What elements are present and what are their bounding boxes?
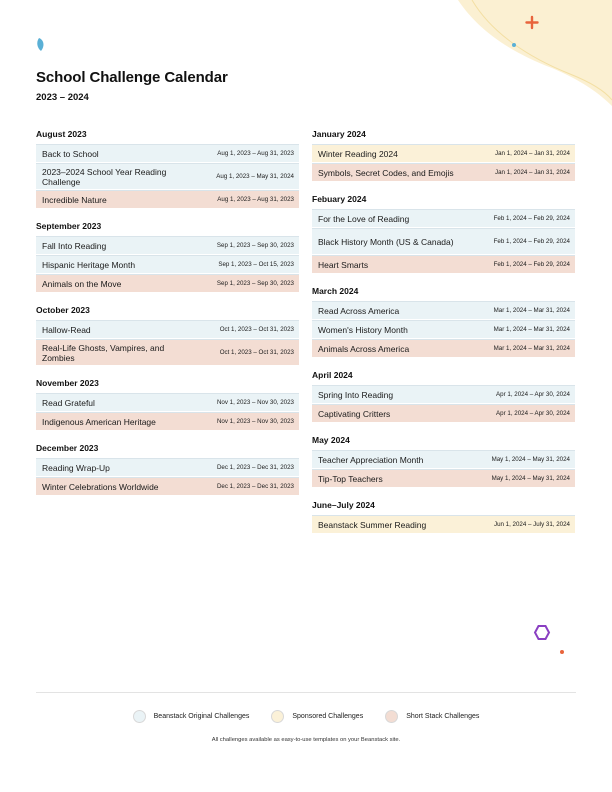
month-section	[312, 189, 575, 274]
challenge-name: Real-Life Ghosts, Vampires, and Zombies	[42, 342, 165, 363]
legend-swatch-sponsored	[271, 710, 284, 723]
challenge-name: Reading Wrap-Up	[42, 462, 110, 473]
month-title: January 2024	[312, 129, 366, 139]
challenge-row	[36, 458, 299, 477]
challenge-name: 2023–2024 School Year Reading Challenge	[42, 166, 167, 187]
corner-arc-line	[472, 0, 612, 100]
challenge-dates: Nov 1, 2023 – Nov 30, 2023	[216, 418, 294, 425]
challenge-dates: Feb 1, 2024 – Feb 29, 2024	[493, 261, 570, 268]
legend-swatch-shortstack	[385, 710, 398, 723]
challenge-row	[36, 393, 299, 412]
hexagon-icon	[535, 626, 549, 639]
challenge-row	[312, 255, 575, 274]
month-title: April 2024	[312, 370, 353, 380]
challenge-dates: Aug 1, 2023 – May 31, 2024	[216, 173, 294, 180]
month-section	[36, 438, 299, 496]
challenge-name: Winter Celebrations Worldwide	[42, 481, 159, 492]
month-section	[312, 124, 575, 182]
legend-label: Beanstack Original Challenges	[153, 713, 250, 720]
month-section	[312, 281, 575, 358]
challenge-dates: Sep 1, 2023 – Oct 15, 2023	[218, 261, 294, 268]
challenge-name: Read Across America	[318, 305, 400, 316]
challenge-name: Spring Into Reading	[318, 389, 394, 400]
month-section	[312, 430, 575, 488]
legend-label: Sponsored Challenges	[292, 713, 364, 720]
challenge-name: Captivating Critters	[318, 408, 391, 419]
challenge-dates: Apr 1, 2024 – Apr 30, 2024	[496, 410, 570, 417]
challenge-dates: Oct 1, 2023 – Oct 31, 2023	[219, 326, 294, 333]
month-title: March 2024	[312, 286, 359, 296]
challenge-dates: May 1, 2024 – May 31, 2024	[491, 475, 570, 482]
legend-swatch-original	[133, 710, 146, 723]
challenge-dates: Feb 1, 2024 – Feb 29, 2024	[493, 215, 570, 222]
challenge-dates: Feb 1, 2024 – Feb 29, 2024	[493, 238, 570, 245]
challenge-dates: Nov 1, 2023 – Nov 30, 2023	[216, 399, 294, 406]
challenge-row	[312, 404, 575, 423]
challenge-dates: Sep 1, 2023 – Sep 30, 2023	[216, 242, 294, 249]
challenge-dates: Dec 1, 2023 – Dec 31, 2023	[216, 483, 294, 490]
challenge-row	[36, 477, 299, 496]
challenge-row	[312, 228, 575, 255]
page-title: School Challenge Calendar	[36, 69, 228, 86]
challenge-dates: Dec 1, 2023 – Dec 31, 2023	[216, 464, 294, 471]
orange-dot-icon	[560, 650, 564, 654]
challenge-dates: Aug 1, 2023 – Aug 31, 2023	[217, 196, 294, 203]
footnote: All challenges available as easy-to-use templates on your Beanstack site.	[211, 737, 401, 743]
challenge-row	[312, 469, 575, 488]
challenge-name: Black History Month (US & Canada)	[318, 236, 454, 247]
challenge-row	[312, 450, 575, 469]
month-title: Febuary 2024	[312, 194, 367, 204]
page-subtitle: 2023 – 2024	[36, 92, 89, 103]
challenge-dates: Mar 1, 2024 – Mar 31, 2024	[493, 326, 570, 333]
challenge-row	[36, 412, 299, 431]
challenge-name: Incredible Nature	[42, 194, 107, 205]
challenge-row	[36, 255, 299, 274]
challenge-name: Hallow-Read	[42, 324, 91, 335]
challenge-name: Back to School	[42, 148, 99, 159]
month-section	[312, 365, 575, 423]
challenge-row	[36, 163, 299, 190]
corner-blob-shape	[458, 0, 612, 106]
legend-item-shortstack	[385, 710, 479, 723]
challenge-dates: Mar 1, 2024 – Mar 31, 2024	[493, 345, 570, 352]
page-header	[36, 69, 228, 103]
month-section	[312, 495, 575, 534]
challenge-row	[36, 320, 299, 339]
challenge-name: Women's History Month	[318, 324, 408, 335]
challenge-row	[36, 339, 299, 366]
challenge-row	[312, 301, 575, 320]
challenge-row	[312, 515, 575, 534]
challenge-dates: Jun 1, 2024 – July 31, 2024	[493, 521, 570, 528]
challenge-row	[312, 163, 575, 182]
challenge-row	[36, 144, 299, 163]
month-title: October 2023	[36, 305, 90, 315]
month-title: May 2024	[312, 435, 350, 445]
challenge-row	[312, 144, 575, 163]
challenge-dates: Jan 1, 2024 – Jan 31, 2024	[495, 169, 570, 176]
challenge-name: Heart Smarts	[318, 259, 369, 270]
challenge-name: Read Grateful	[42, 397, 95, 408]
challenge-name: Symbols, Secret Codes, and Emojis	[318, 167, 454, 178]
challenge-row	[312, 339, 575, 358]
legend	[0, 710, 612, 723]
month-section	[36, 124, 299, 209]
challenge-dates: Mar 1, 2024 – Mar 31, 2024	[493, 307, 570, 314]
challenge-row	[36, 274, 299, 293]
blue-dot-icon	[512, 43, 516, 47]
month-title: September 2023	[36, 221, 102, 231]
challenge-name: Fall Into Reading	[42, 240, 107, 251]
challenge-dates: May 1, 2024 – May 31, 2024	[491, 456, 570, 463]
challenge-name: Animals on the Move	[42, 278, 122, 289]
month-section	[36, 300, 299, 366]
left-column	[36, 124, 299, 503]
challenge-name: Animals Across America	[318, 343, 410, 354]
month-title: August 2023	[36, 129, 87, 139]
challenge-dates: Oct 1, 2023 – Oct 31, 2023	[219, 349, 294, 356]
challenge-name: Teacher Appreciation Month	[318, 454, 424, 465]
challenge-name: Beanstack Summer Reading	[318, 519, 427, 530]
challenge-dates: Apr 1, 2024 – Apr 30, 2024	[496, 391, 570, 398]
right-column	[312, 124, 575, 541]
challenge-name: Indigenous American Heritage	[42, 416, 156, 427]
month-title: December 2023	[36, 443, 99, 453]
blue-leaf-icon	[37, 38, 43, 51]
plus-icon	[527, 17, 538, 28]
challenge-dates: Jan 1, 2024 – Jan 31, 2024	[495, 150, 570, 157]
legend-item-original	[133, 710, 250, 723]
challenge-row	[312, 385, 575, 404]
challenge-name: Winter Reading 2024	[318, 148, 398, 159]
challenge-row	[312, 209, 575, 228]
legend-item-sponsored	[271, 710, 363, 723]
challenge-dates: Aug 1, 2023 – Aug 31, 2023	[217, 150, 294, 157]
month-title: June–July 2024	[312, 500, 375, 510]
month-section	[36, 216, 299, 293]
legend-label: Short Stack Challenges	[406, 713, 480, 720]
month-title: November 2023	[36, 378, 99, 388]
challenge-name: For the Love of Reading	[318, 213, 410, 224]
challenge-dates: Sep 1, 2023 – Sep 30, 2023	[216, 280, 294, 287]
challenge-row	[36, 236, 299, 255]
footer-divider	[36, 692, 576, 693]
challenge-name: Hispanic Heritage Month	[42, 259, 136, 270]
challenge-row	[312, 320, 575, 339]
month-section	[36, 373, 299, 431]
challenge-name: Tip-Top Teachers	[318, 473, 383, 484]
challenge-row	[36, 190, 299, 209]
